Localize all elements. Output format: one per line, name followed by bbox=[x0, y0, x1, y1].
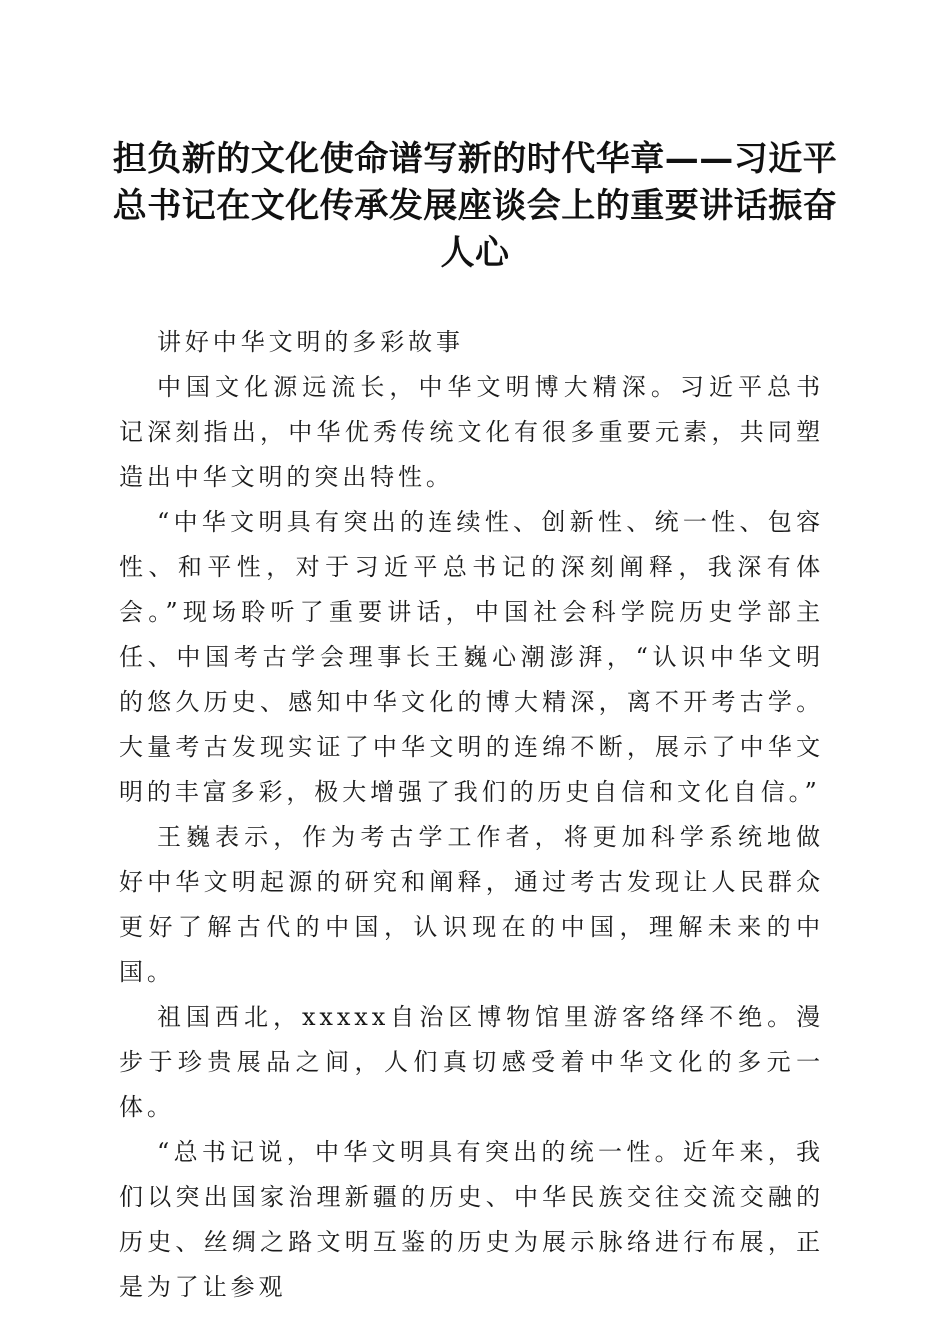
document-title: 担负新的文化使命谱写新的时代华章——习近平总书记在文化传承发展座谈会上的重要讲话振奋人心 bbox=[112, 139, 838, 273]
paragraph-1: 中国文化源远流长，中华文明博大精深。习近平总书记深刻指出，中华优秀传统文化有很多重要元素，共同塑造出中华文明的突出特性。 bbox=[119, 373, 824, 491]
section-heading: 讲好中华文明的多彩故事 bbox=[157, 328, 464, 356]
paragraph-4: 祖国西北，xxxxx自治区博物馆里游客络绎不绝。漫步于珍贵展品之间，人们真切感受着中华文化的多元一体。 bbox=[119, 1003, 824, 1121]
document-body bbox=[119, 320, 824, 1310]
paragraph-5: “总书记说，中华文明具有突出的统一性。近年来，我们以突出国家治理新疆的历史、中华民族交往交流交融的历史、丝绸之路文明互鉴的历史为展示脉络进行布展，正是为了让参观 bbox=[119, 1138, 824, 1301]
paragraph-2: “中华文明具有突出的连续性、创新性、统一性、包容性、和平性，对于习近平总书记的深刻阐释，我深有体会。”现场聆听了重要讲话，中国社会科学院历史学部主任、中国考古学会理事长王巍心潮澎湃，“认识中华文明的悠久历史、感知中华文化的博大精深，离不开考古学。大量考古发现实证了中华文明的连绵不断，展示了中华文明的丰富多彩，极大增强了我们的历史自信和文化自信。” bbox=[119, 508, 824, 806]
paragraph-3: 王巍表示，作为考古学工作者，将更加科学系统地做好中华文明起源的研究和阐释，通过考古发现让人民群众更好了解古代的中国，认识现在的中国，理解未来的中国。 bbox=[119, 823, 824, 986]
